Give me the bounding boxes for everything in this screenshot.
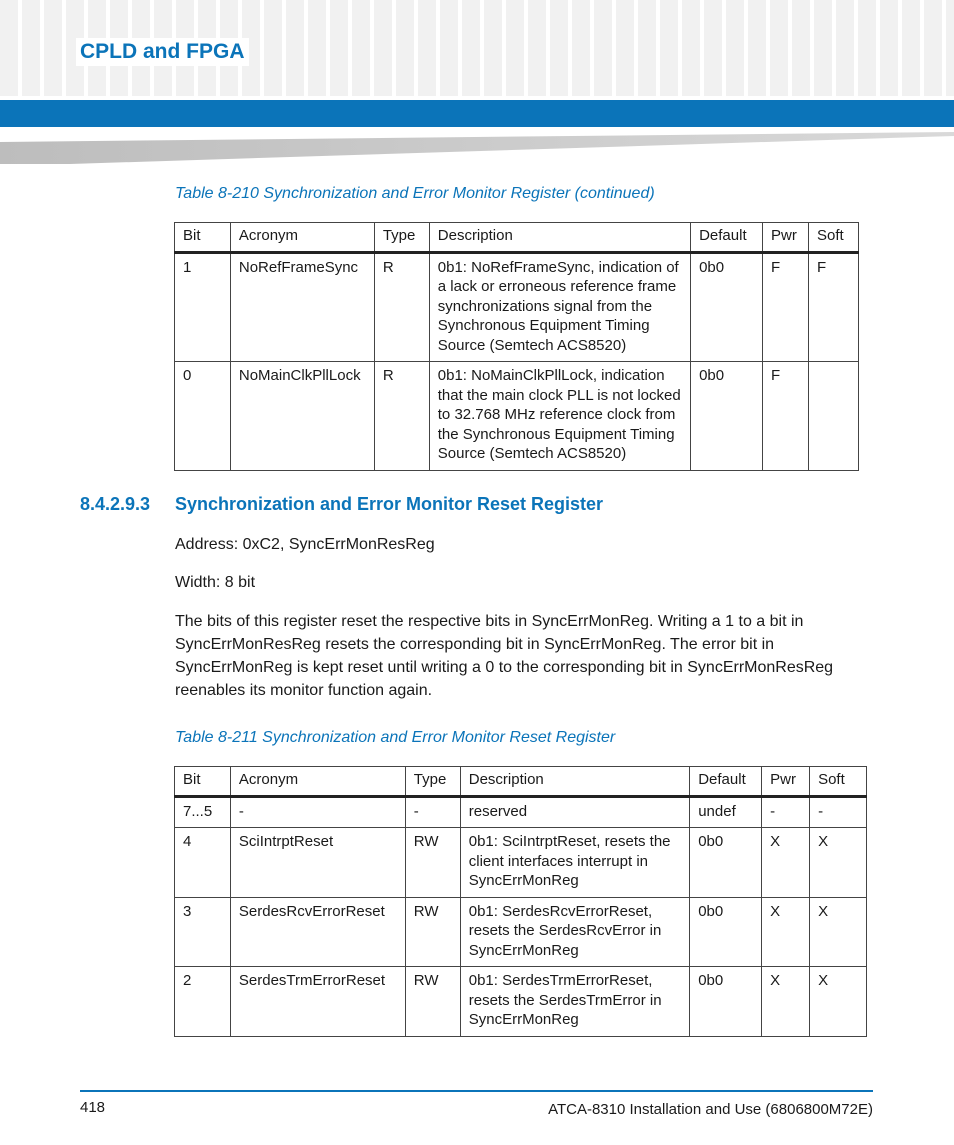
cell-type: RW <box>405 828 460 898</box>
table1-caption: Table 8-210 Synchronization and Error Monitor Register (continued) <box>175 185 655 202</box>
cell-bit: 2 <box>175 967 231 1037</box>
column-header-type: Type <box>374 223 429 253</box>
cell-default: 0b0 <box>690 967 762 1037</box>
section-number: 8.4.2.9.3 <box>80 494 151 514</box>
cell-pwr: X <box>762 897 810 967</box>
table-row <box>175 897 867 967</box>
cell-type: RW <box>405 967 460 1037</box>
column-header-acronym: Acronym <box>230 767 405 797</box>
column-header-description: Description <box>429 223 690 253</box>
cell-bit: 0 <box>175 362 231 471</box>
cell-type: - <box>405 796 460 828</box>
table-header-row <box>175 767 867 797</box>
cell-acronym: NoMainClkPllLock <box>230 362 374 471</box>
cell-type: R <box>374 252 429 362</box>
cell-bit: 7...5 <box>175 796 231 828</box>
cell-acronym: - <box>230 796 405 828</box>
table-row <box>175 252 859 362</box>
section-body-paragraph: The bits of this register reset the respective bits in SyncErrMonReg. Writing a 1 to a bit in SyncErrMonResReg resets the corresponding bit in SyncErrMonReg. The error bit in SyncErrMonReg is kept reset until writing a 0 to the corresponding bit in SyncErrMonResReg reenables its monitor function again. <box>175 613 834 699</box>
cell-bit: 4 <box>175 828 231 898</box>
cell-pwr: X <box>762 967 810 1037</box>
register-table-2 <box>174 766 867 1037</box>
table-row <box>175 362 859 471</box>
cell-acronym: SerdesTrmErrorReset <box>230 967 405 1037</box>
cell-default: 0b0 <box>691 362 763 471</box>
cell-soft <box>808 362 858 471</box>
footer-rule <box>80 1090 873 1092</box>
cell-type: RW <box>405 897 460 967</box>
cell-description: 0b1: NoMainClkPllLock, indication that the main clock PLL is not locked to 32.768 MHz reference clock from the Synchronous Equipment Timing Source (Semtech ACS8520) <box>429 362 690 471</box>
cell-acronym: SerdesRcvErrorReset <box>230 897 405 967</box>
section-heading <box>80 494 603 515</box>
cell-pwr: - <box>762 796 810 828</box>
register-table-1 <box>174 222 859 471</box>
cell-type: R <box>374 362 429 471</box>
cell-pwr: F <box>763 252 809 362</box>
header-blue-bar <box>0 100 954 127</box>
cell-soft: X <box>810 828 867 898</box>
cell-soft: X <box>810 897 867 967</box>
column-header-description: Description <box>460 767 689 797</box>
cell-description: reserved <box>460 796 689 828</box>
cell-description: 0b1: SerdesTrmErrorReset, resets the SerdesTrmError in SyncErrMonReg <box>460 967 689 1037</box>
cell-soft: X <box>810 967 867 1037</box>
column-header-bit: Bit <box>175 767 231 797</box>
table-row <box>175 967 867 1037</box>
cell-description: 0b1: NoRefFrameSync, indication of a lack or erroneous reference frame synchronizations signal from the Synchronous Equipment Timing Source (Semtech ACS8520) <box>429 252 690 362</box>
column-header-bit: Bit <box>175 223 231 253</box>
cell-soft: F <box>808 252 858 362</box>
register-width: Width: 8 bit <box>175 574 256 591</box>
column-header-pwr: Pwr <box>763 223 809 253</box>
table-row <box>175 828 867 898</box>
column-header-type: Type <box>405 767 460 797</box>
page-number: 418 <box>80 1099 106 1116</box>
cell-default: 0b0 <box>690 897 762 967</box>
header-grey-wedge <box>0 132 954 164</box>
cell-default: 0b0 <box>690 828 762 898</box>
cell-acronym: SciIntrptReset <box>230 828 405 898</box>
section-title: Synchronization and Error Monitor Reset Register <box>175 494 604 514</box>
register-address: Address: 0xC2, SyncErrMonResReg <box>175 536 435 553</box>
document-title: ATCA-8310 Installation and Use (6806800M72E) <box>548 1101 873 1118</box>
cell-bit: 3 <box>175 897 231 967</box>
cell-pwr: X <box>762 828 810 898</box>
cell-default: undef <box>690 796 762 828</box>
column-header-acronym: Acronym <box>230 223 374 253</box>
cell-default: 0b0 <box>691 252 763 362</box>
chapter-title: CPLD and FPGA <box>76 38 249 66</box>
column-header-pwr: Pwr <box>762 767 810 797</box>
column-header-soft: Soft <box>810 767 867 797</box>
column-header-default: Default <box>691 223 763 253</box>
cell-bit: 1 <box>175 252 231 362</box>
column-header-soft: Soft <box>808 223 858 253</box>
table2-caption: Table 8-211 Synchronization and Error Monitor Reset Register <box>175 729 616 746</box>
cell-acronym: NoRefFrameSync <box>230 252 374 362</box>
cell-description: 0b1: SciIntrptReset, resets the client interfaces interrupt in SyncErrMonReg <box>460 828 689 898</box>
table-row <box>175 796 867 828</box>
cell-pwr: F <box>763 362 809 471</box>
column-header-default: Default <box>690 767 762 797</box>
cell-soft: - <box>810 796 867 828</box>
table-header-row <box>175 223 859 253</box>
cell-description: 0b1: SerdesRcvErrorReset, resets the SerdesRcvError in SyncErrMonReg <box>460 897 689 967</box>
